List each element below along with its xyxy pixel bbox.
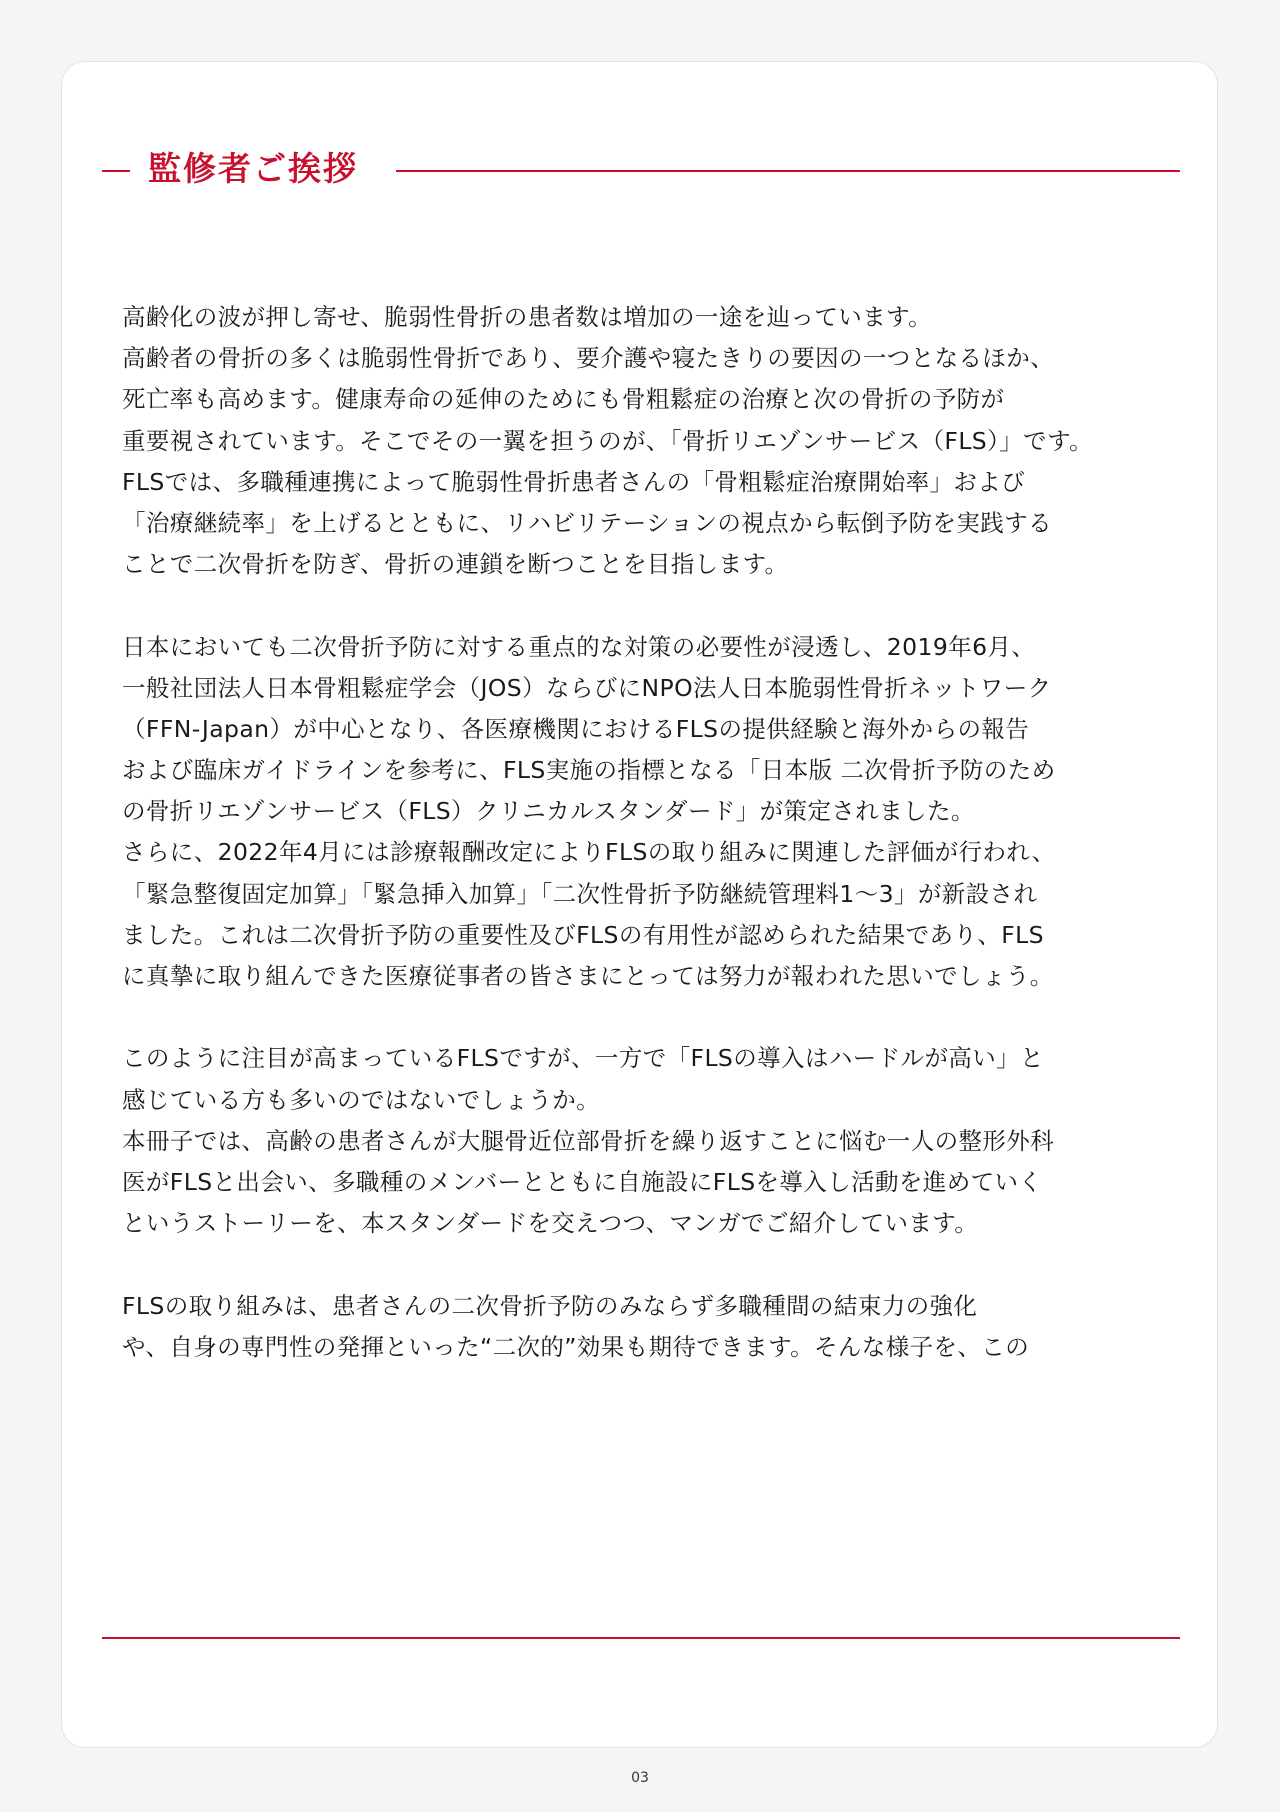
text-line: ことで二次骨折を防ぎ、骨折の連鎖を断つことを目指します。	[122, 550, 789, 579]
page-card	[61, 61, 1218, 1748]
text-line: 「治療継続率」を上げるとともに、リハビリテーションの視点から転倒予防を実践する	[122, 508, 1052, 537]
text-line: FLSの取り組みは、患者さんの二次骨折予防のみならず多職種間の結束力の強化	[122, 1291, 978, 1320]
title-dash-decoration	[102, 170, 130, 172]
text-line: FLSでは、多職種連携によって脆弱性骨折患者さんの「骨粗鬆症治療開始率」および	[122, 467, 1026, 496]
text-line: や、自身の専門性の発揮といった“二次的”効果も期待できます。そんな様子を、この	[122, 1332, 1030, 1361]
paragraph-3	[122, 1038, 1172, 1244]
text-line: 高齢者の骨折の多くは脆弱性骨折であり、要介護や寝たきりの要因の一つとなるほか、	[122, 344, 1055, 373]
text-line: 感じている方も多いのではないでしょうか。	[122, 1085, 600, 1114]
text-line: 重要視されています。そこでその一翼を担うのが、「骨折リエゾンサービス（FLS）」です。	[122, 426, 1093, 455]
text-line: 一般社団法人日本骨粗鬆症学会（JOS）ならびにNPO法人日本脆弱性骨折ネットワーク	[122, 673, 1052, 702]
greeting-body	[122, 297, 1172, 1368]
text-line: 日本においても二次骨折予防に対する重点的な対策の必要性が浸透し、2019年6月、	[122, 632, 1036, 661]
paragraph-gap	[122, 997, 1172, 1038]
text-line: さらに、2022年4月には診療報酬改定によりFLSの取り組みに関連した評価が行われ、	[122, 838, 1056, 867]
text-line: （FFN-Japan）が中心となり、各医療機関におけるFLSの提供経験と海外からの報告	[122, 714, 1030, 743]
text-line: このように注目が高まっているFLSですが、一方で「FLSの導入はハードルが高い」と	[122, 1044, 1044, 1073]
text-line: 死亡率も高めます。健康寿命の延伸のためにも骨粗鬆症の治療と次の骨折の予防が	[122, 385, 1005, 414]
bottom-rule-line	[102, 1637, 1180, 1639]
paragraph-1	[122, 297, 1172, 585]
paragraph-2	[122, 627, 1172, 998]
text-line: および臨床ガイドラインを参考に、FLS実施の指標となる「日本版 二次骨折予防のため	[122, 756, 1056, 785]
paragraph-4	[122, 1286, 1172, 1368]
text-line: というストーリーを、本スタンダードを交えつつ、マンガでご紹介しています。	[122, 1209, 979, 1238]
text-line: 「緊急整復固定加算」「緊急挿入加算」「二次性骨折予防継続管理料1〜3」が新設され	[122, 879, 1038, 908]
section-header	[102, 144, 1180, 194]
page-title: 監修者ご挨拶	[148, 149, 358, 188]
text-line: ました。これは二次骨折予防の重要性及びFLSの有用性が認められた結果であり、FLS	[122, 920, 1044, 949]
title-rule-line	[396, 170, 1180, 172]
paragraph-gap	[122, 585, 1172, 626]
text-line: に真摯に取り組んできた医療従事者の皆さまにとっては努力が報われた思いでしょう。	[122, 962, 1054, 990]
paragraph-gap	[122, 1244, 1172, 1285]
text-line: 本冊子では、高齢の患者さんが大腿骨近位部骨折を繰り返すことに悩む一人の整形外科	[122, 1126, 1055, 1155]
text-line: 高齢化の波が押し寄せ、脆弱性骨折の患者数は増加の一途を辿っています。	[122, 303, 933, 331]
text-line: 医がFLSと出会い、多職種のメンバーとともに自施設にFLSを導入し活動を進めていく	[122, 1167, 1043, 1196]
text-line: の骨折リエゾンサービス（FLS）クリニカルスタンダード」が策定されました。	[122, 797, 975, 826]
page-number: 03	[631, 1770, 649, 1786]
